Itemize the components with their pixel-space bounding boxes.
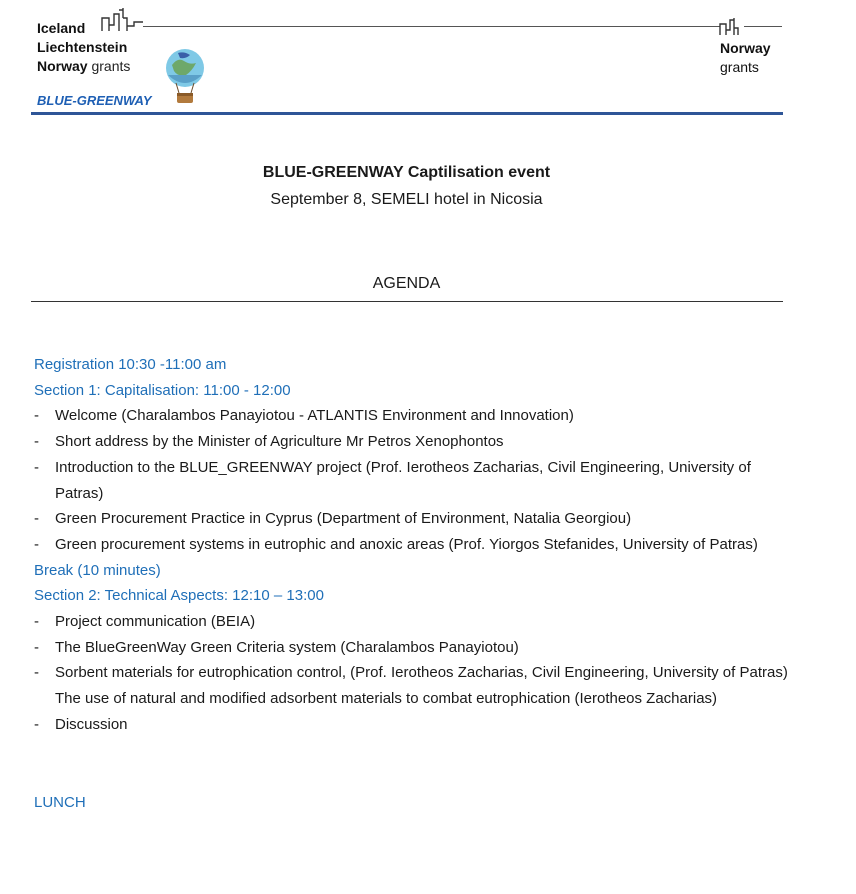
section-2-heading: Section 2: Technical Aspects: 12:10 – 13:00	[34, 587, 324, 605]
project-name: BLUE-GREENWAY	[37, 93, 152, 108]
agenda-item-text: Introduction to the BLUE_GREENWAY project (Prof. Ierotheos Zacharias, Civil Engineering, University of Patras)	[55, 458, 751, 502]
norway-grants-logo	[720, 39, 771, 77]
header-line-right	[744, 26, 782, 27]
registration-line: Registration 10:30 -11:00 am	[34, 356, 227, 373]
logo-line-norway-grants	[37, 57, 130, 76]
bullet-dash: -	[34, 510, 39, 528]
agenda-item-text: Sorbent materials for eutrophication control, (Prof. Ierotheos Zacharias, Civil Engineering, University of Patras)	[55, 664, 788, 682]
agenda-item	[34, 506, 794, 532]
agenda-item	[34, 635, 794, 661]
bullet-dash: -	[34, 638, 39, 656]
header-rule	[31, 112, 783, 115]
agenda-item	[34, 403, 794, 429]
section-1-heading: Section 1: Capitalisation: 11:00 - 12:00	[34, 381, 291, 399]
agenda-item-text: Project communication (BEIA)	[55, 613, 256, 631]
logo-line-liechtenstein: Liechtenstein	[37, 39, 128, 55]
agenda-item-text: Welcome (Charalambos Panayiotou - ATLANTIS Environment and Innovation)	[55, 407, 574, 425]
logo-line-iceland: Iceland	[37, 20, 86, 36]
agenda-item	[34, 455, 794, 506]
event-title: BLUE-GREENWAY Captilisation event	[262, 164, 551, 181]
logo-right-grants: grants	[720, 59, 759, 75]
agenda-heading: AGENDA	[372, 275, 441, 292]
header-line	[143, 26, 720, 27]
agenda-rule	[31, 301, 783, 302]
logo-right-norway: Norway	[720, 40, 771, 56]
norway-skyline-icon	[718, 14, 746, 36]
break-line: Break (10 minutes)	[34, 561, 161, 579]
bullet-dash: -	[34, 433, 39, 451]
agenda-item	[34, 429, 794, 455]
agenda-item-text: Green procurement systems in eutrophic and anoxic areas (Prof. Yiorgos Stefanides, University of Patras)	[55, 535, 758, 553]
bullet-dash: -	[34, 407, 39, 425]
agenda-item	[34, 660, 794, 686]
skyline-logo-icon	[100, 4, 146, 32]
bullet-dash: -	[34, 535, 39, 553]
lunch-line: LUNCH	[34, 793, 86, 811]
agenda-item-text: The BlueGreenWay Green Criteria system (Charalambos Panayiotou)	[55, 638, 519, 656]
bullet-dash: -	[34, 458, 39, 476]
agenda-item	[34, 532, 794, 558]
agenda-item	[34, 609, 794, 635]
agenda-item-text: Green Procurement Practice in Cyprus (Department of Environment, Natalia Georgiou)	[55, 510, 632, 528]
hot-air-balloon-icon	[164, 47, 206, 107]
agenda-item	[34, 712, 794, 738]
bullet-dash: -	[34, 715, 39, 733]
agenda-item-text: Short address by the Minister of Agriculture Mr Petros Xenophontos	[55, 433, 504, 451]
bullet-dash: -	[34, 664, 39, 682]
agenda-sub-note: The use of natural and modified adsorbent materials to combat eutrophication (Ierotheos Zacharias)	[55, 690, 718, 708]
logo-norway: Norway	[37, 58, 88, 74]
agenda-list	[34, 352, 794, 815]
event-subtitle: September 8, SEMELI hotel in Nicosia	[270, 191, 543, 208]
spacer	[34, 738, 794, 790]
logo-grants: grants	[91, 58, 131, 74]
bullet-dash: -	[34, 613, 39, 631]
agenda-item-text: Discussion	[55, 715, 128, 733]
